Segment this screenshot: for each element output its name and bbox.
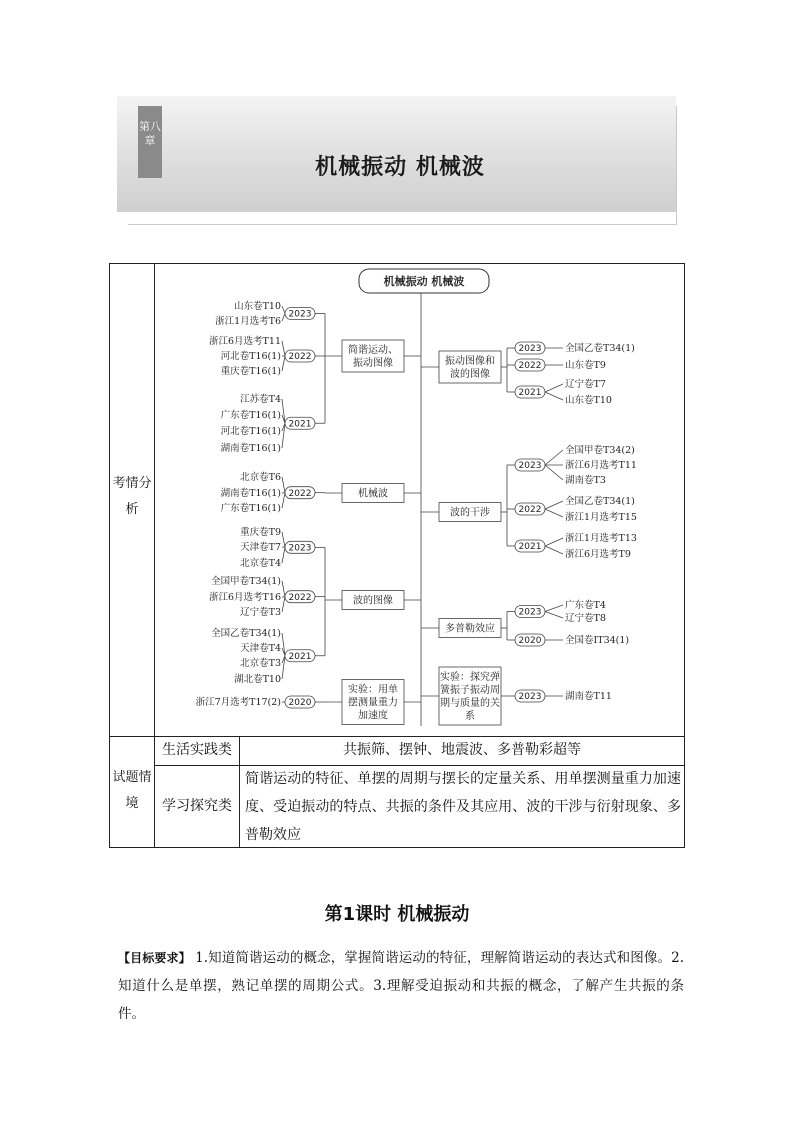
learning-goals	[118, 944, 684, 1028]
exam-item: 浙江7月选考T17(2)	[195, 697, 281, 709]
exam-item: 浙江1月选考T13	[565, 533, 637, 545]
exam-item: 广东卷T16(1)	[220, 410, 281, 422]
exam-item: 浙江1月选考T6	[215, 316, 281, 328]
exam-item: 天津卷T7	[240, 542, 281, 554]
exam-item: 浙江6月选考T11	[565, 460, 637, 472]
exam-item: 湖南卷T16(1)	[220, 488, 281, 500]
year-label: 2023	[288, 309, 312, 320]
year-label: 2021	[518, 388, 542, 399]
year-label: 2021	[518, 542, 542, 553]
root-node-label: 机械振动 机械波	[383, 275, 465, 288]
topic-label: 振动图像	[353, 358, 393, 369]
exam-item: 湖南卷T3	[565, 475, 606, 487]
row-content: 简谐运动的特征、单摆的周期与摆长的定量关系、用单摆测量重力加速度、受迫振动的特点、共振的条件及其应用、波的干涉与衍射现象、多普勒效应	[245, 771, 681, 843]
topic-label: 期与质量的关	[440, 698, 500, 709]
exam-item: 湖南卷T11	[565, 691, 612, 703]
row-category: 学习探究类	[162, 798, 232, 814]
chapter-title: 机械振动 机械波	[315, 155, 485, 180]
exam-item: 江苏卷T4	[240, 394, 281, 406]
year-label: 2022	[518, 361, 542, 372]
year-label: 2023	[288, 543, 312, 554]
year-label: 2023	[518, 344, 542, 355]
goals-tag: 【目标要求】	[118, 951, 191, 965]
year-label: 2022	[288, 488, 312, 499]
year-label: 2022	[288, 592, 312, 603]
mind-map	[155, 264, 684, 736]
exam-item: 全国甲卷T34(1)	[211, 576, 281, 588]
topic-label: 加速度	[358, 710, 388, 722]
exam-item: 浙江6月选考T9	[565, 549, 631, 561]
exam-item: 全国乙卷T34(1)	[565, 343, 635, 355]
exam-item: 湖南卷T16(1)	[220, 443, 281, 455]
year-label: 2023	[518, 607, 542, 618]
exam-item: 山东卷T10	[234, 301, 281, 313]
exam-item: 全国甲卷T34(2)	[565, 445, 635, 457]
year-label: 2023	[518, 461, 542, 472]
topic-label: 波的图像	[353, 595, 393, 607]
exam-item: 北京卷T6	[240, 472, 281, 484]
year-label: 2021	[288, 419, 312, 430]
exam-item: 辽宁卷T3	[240, 607, 281, 619]
exam-item: 重庆卷T9	[240, 527, 281, 539]
exam-item: 浙江1月选考T15	[565, 512, 637, 524]
exam-item: 重庆卷T16(1)	[220, 366, 281, 378]
topic-label: 波的干涉	[450, 507, 490, 519]
exam-item: 山东卷T9	[565, 360, 606, 372]
exam-item: 北京卷T3	[240, 658, 281, 670]
exam-item: 天津卷T4	[240, 643, 281, 655]
section-label-analysis: 考情分析	[112, 476, 152, 517]
topic-label: 簧振子振动周	[440, 685, 500, 696]
year-label: 2022	[288, 352, 312, 363]
topic-label: 波的图像	[450, 369, 490, 380]
exam-item: 山东卷T10	[565, 395, 612, 407]
exam-item: 辽宁卷T8	[565, 613, 606, 625]
topic-label: 机械波	[358, 488, 388, 500]
row-content: 共振筛、摆钟、地震波、多普勒彩超等	[343, 742, 581, 758]
lesson-title: 第1课时 机械振动	[324, 904, 470, 925]
section-label-context: 试题情境	[112, 770, 152, 811]
exam-item: 广东卷T16(1)	[220, 503, 281, 515]
exam-item: 浙江6月选考T11	[209, 336, 281, 348]
topic-label: 实验：用单	[348, 684, 398, 696]
year-label: 2022	[518, 505, 542, 516]
year-label: 2021	[288, 651, 312, 662]
exam-item: 河北卷T16(1)	[220, 351, 281, 363]
year-label: 2020	[518, 636, 542, 647]
exam-item: 全国乙卷T34(1)	[211, 628, 281, 640]
exam-item: 浙江6月选考T16	[209, 592, 281, 604]
exam-item: 广东卷T4	[565, 600, 606, 612]
year-label: 2023	[518, 692, 542, 703]
topic-label: 简谐运动、	[348, 345, 398, 356]
exam-item: 辽宁卷T7	[565, 379, 606, 391]
topic-label: 振动图像和	[445, 356, 495, 367]
exam-item: 全国乙卷T34(1)	[565, 496, 635, 508]
topic-label: 多普勒效应	[445, 623, 495, 635]
row-category: 生活实践类	[162, 742, 232, 758]
exam-item: 河北卷T16(1)	[220, 426, 281, 438]
topic-label: 系	[465, 711, 475, 722]
exam-item: 全国卷ⅠT34(1)	[565, 635, 630, 647]
goals-text: 1.知道简谐运动的概念，掌握简谐运动的特征，理解简谐运动的表达式和图像。2.知道什么是单摆，熟记单摆的周期公式。3.理解受迫振动和共振的概念，了解产生共振的条件。	[118, 950, 685, 1022]
exam-item: 湖北卷T10	[234, 674, 281, 686]
chapter-tag: 第八章	[138, 106, 162, 178]
exam-item: 北京卷T4	[240, 558, 281, 570]
topic-label: 实验：探究弹	[440, 672, 500, 683]
topic-label: 摆测量重力	[348, 697, 398, 709]
year-label: 2020	[288, 698, 312, 709]
